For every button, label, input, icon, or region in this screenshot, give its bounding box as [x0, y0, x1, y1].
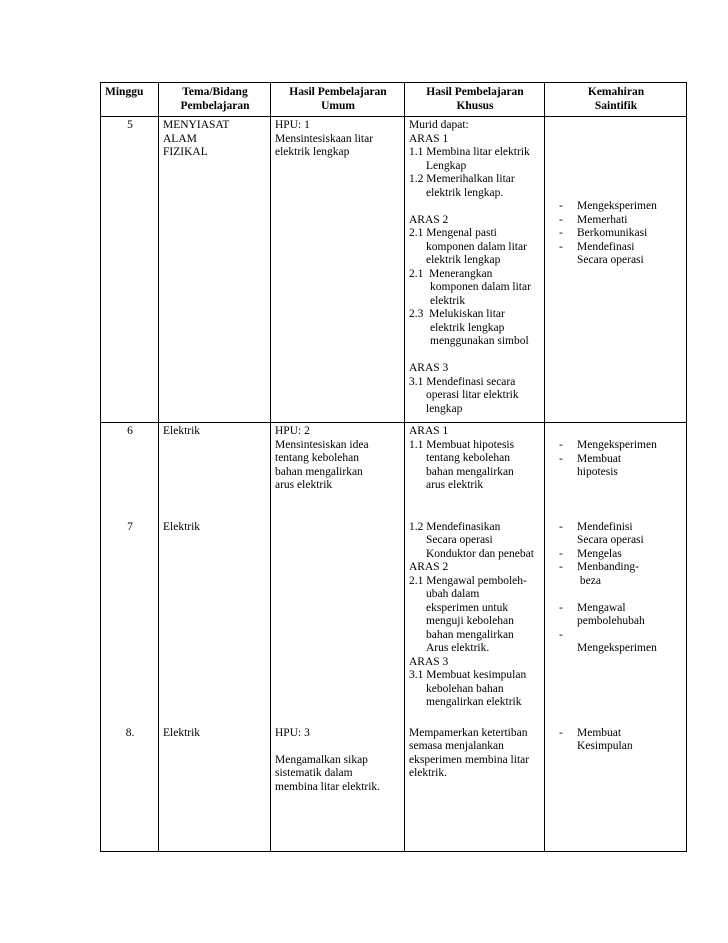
specific-outcome-cell: 1.2 Mendefinasikan Secara operasi Konduktor dan penebat ARAS 2 2.1 Mengawal pemboleh- ubah dalam eksperimen untuk menguji kebolehan bahan mengalirkan Arus elektrik. ARAS 3 3.1 Membuat kesimpulan kebolehan bahan mengalirkan elektrik — [405, 519, 545, 725]
skill-item: Secara operasi — [577, 254, 644, 266]
specific-outcome-cell: Murid dapat: ARAS 1 1.1 Membina litar elektrik Lengkap 1.2 Memerihalkan litar elektrik lengkap. ARAS 2 2.1 Mengenal pasti komponen dalam litar elektrik lengkap 2.1 Menerangkan komponen dalam litar elektrik 2.3 Melukiskan litar elektrik lengkap menggunakan simbol ARAS 3 3.1 Mendefinasi secara operasi litar elektrik lengkap — [405, 117, 545, 423]
header-theme: Tema/Bidang Pembelajaran — [159, 83, 271, 117]
lesson-plan-table — [100, 82, 687, 852]
skills-cell — [545, 519, 687, 725]
skill-item: - Membuat — [559, 726, 622, 739]
table-row — [101, 519, 687, 725]
week-cell: 7 — [101, 519, 159, 725]
skill-item: - Mengeksperimen — [559, 200, 657, 212]
skill-item: - Mengawal — [559, 601, 626, 614]
skill-item: - Membuat — [559, 452, 622, 465]
theme-cell: Elektrik — [159, 423, 271, 519]
week-cell: 5 — [101, 117, 159, 423]
skill-item: - Mendefinisi — [559, 520, 633, 533]
header-week: Minggu — [101, 83, 159, 117]
skill-item: - Menbanding- — [559, 561, 639, 573]
general-outcome-cell: HPU: 3 Mengamalkan sikap sistematik dalam membina litar elektrik. — [271, 725, 405, 852]
skills-cell — [545, 725, 687, 852]
skill-item: pembolehubah — [577, 615, 645, 627]
skills-cell — [545, 423, 687, 519]
header-general-outcome: Hasil Pembelajaran Umum — [271, 83, 405, 117]
skill-item: Secara operasi — [577, 534, 644, 546]
general-outcome-cell — [271, 519, 405, 725]
skills-cell — [545, 117, 687, 423]
skill-item: - Mengelas — [559, 547, 622, 560]
skill-item: - Mendefinasi — [559, 240, 635, 253]
specific-outcome-cell: Mempamerkan ketertiban semasa menjalankan eksperimen membina litar elektrik. — [405, 725, 545, 852]
skill-item: - Mengeksperimen — [559, 439, 657, 451]
table-row — [101, 117, 687, 423]
skill-item: - Memerhati — [559, 213, 628, 226]
theme-cell: Elektrik — [159, 519, 271, 725]
header-scientific-skills: Kemahiran Saintifik — [545, 83, 687, 117]
week-cell: 8. — [101, 725, 159, 852]
skill-item: Mengeksperimen — [577, 642, 657, 654]
theme-cell: Elektrik — [159, 725, 271, 852]
skill-item: hipotesis — [577, 466, 618, 478]
skill-item: beza — [577, 574, 601, 587]
specific-outcome-cell: ARAS 1 1.1 Membuat hipotesis tentang kebolehan bahan mengalirkan arus elektrik — [405, 423, 545, 519]
table-row — [101, 423, 687, 519]
skill-item: Kesimpulan — [577, 740, 633, 752]
header-row — [101, 83, 687, 117]
general-outcome-cell: HPU: 1 Mensintesiskaan litar elektrik lengkap — [271, 117, 405, 423]
skill-item: - Berkomunikasi — [559, 227, 648, 239]
theme-cell: MENYIASAT ALAM FIZIKAL — [159, 117, 271, 423]
week-cell: 6 — [101, 423, 159, 519]
general-outcome-cell: HPU: 2 Mensintesiskan idea tentang kebolehan bahan mengalirkan arus elektrik — [271, 423, 405, 519]
header-specific-outcome: Hasil Pembelajaran Khusus — [405, 83, 545, 117]
skill-item: - — [559, 628, 563, 641]
table-row — [101, 725, 687, 852]
